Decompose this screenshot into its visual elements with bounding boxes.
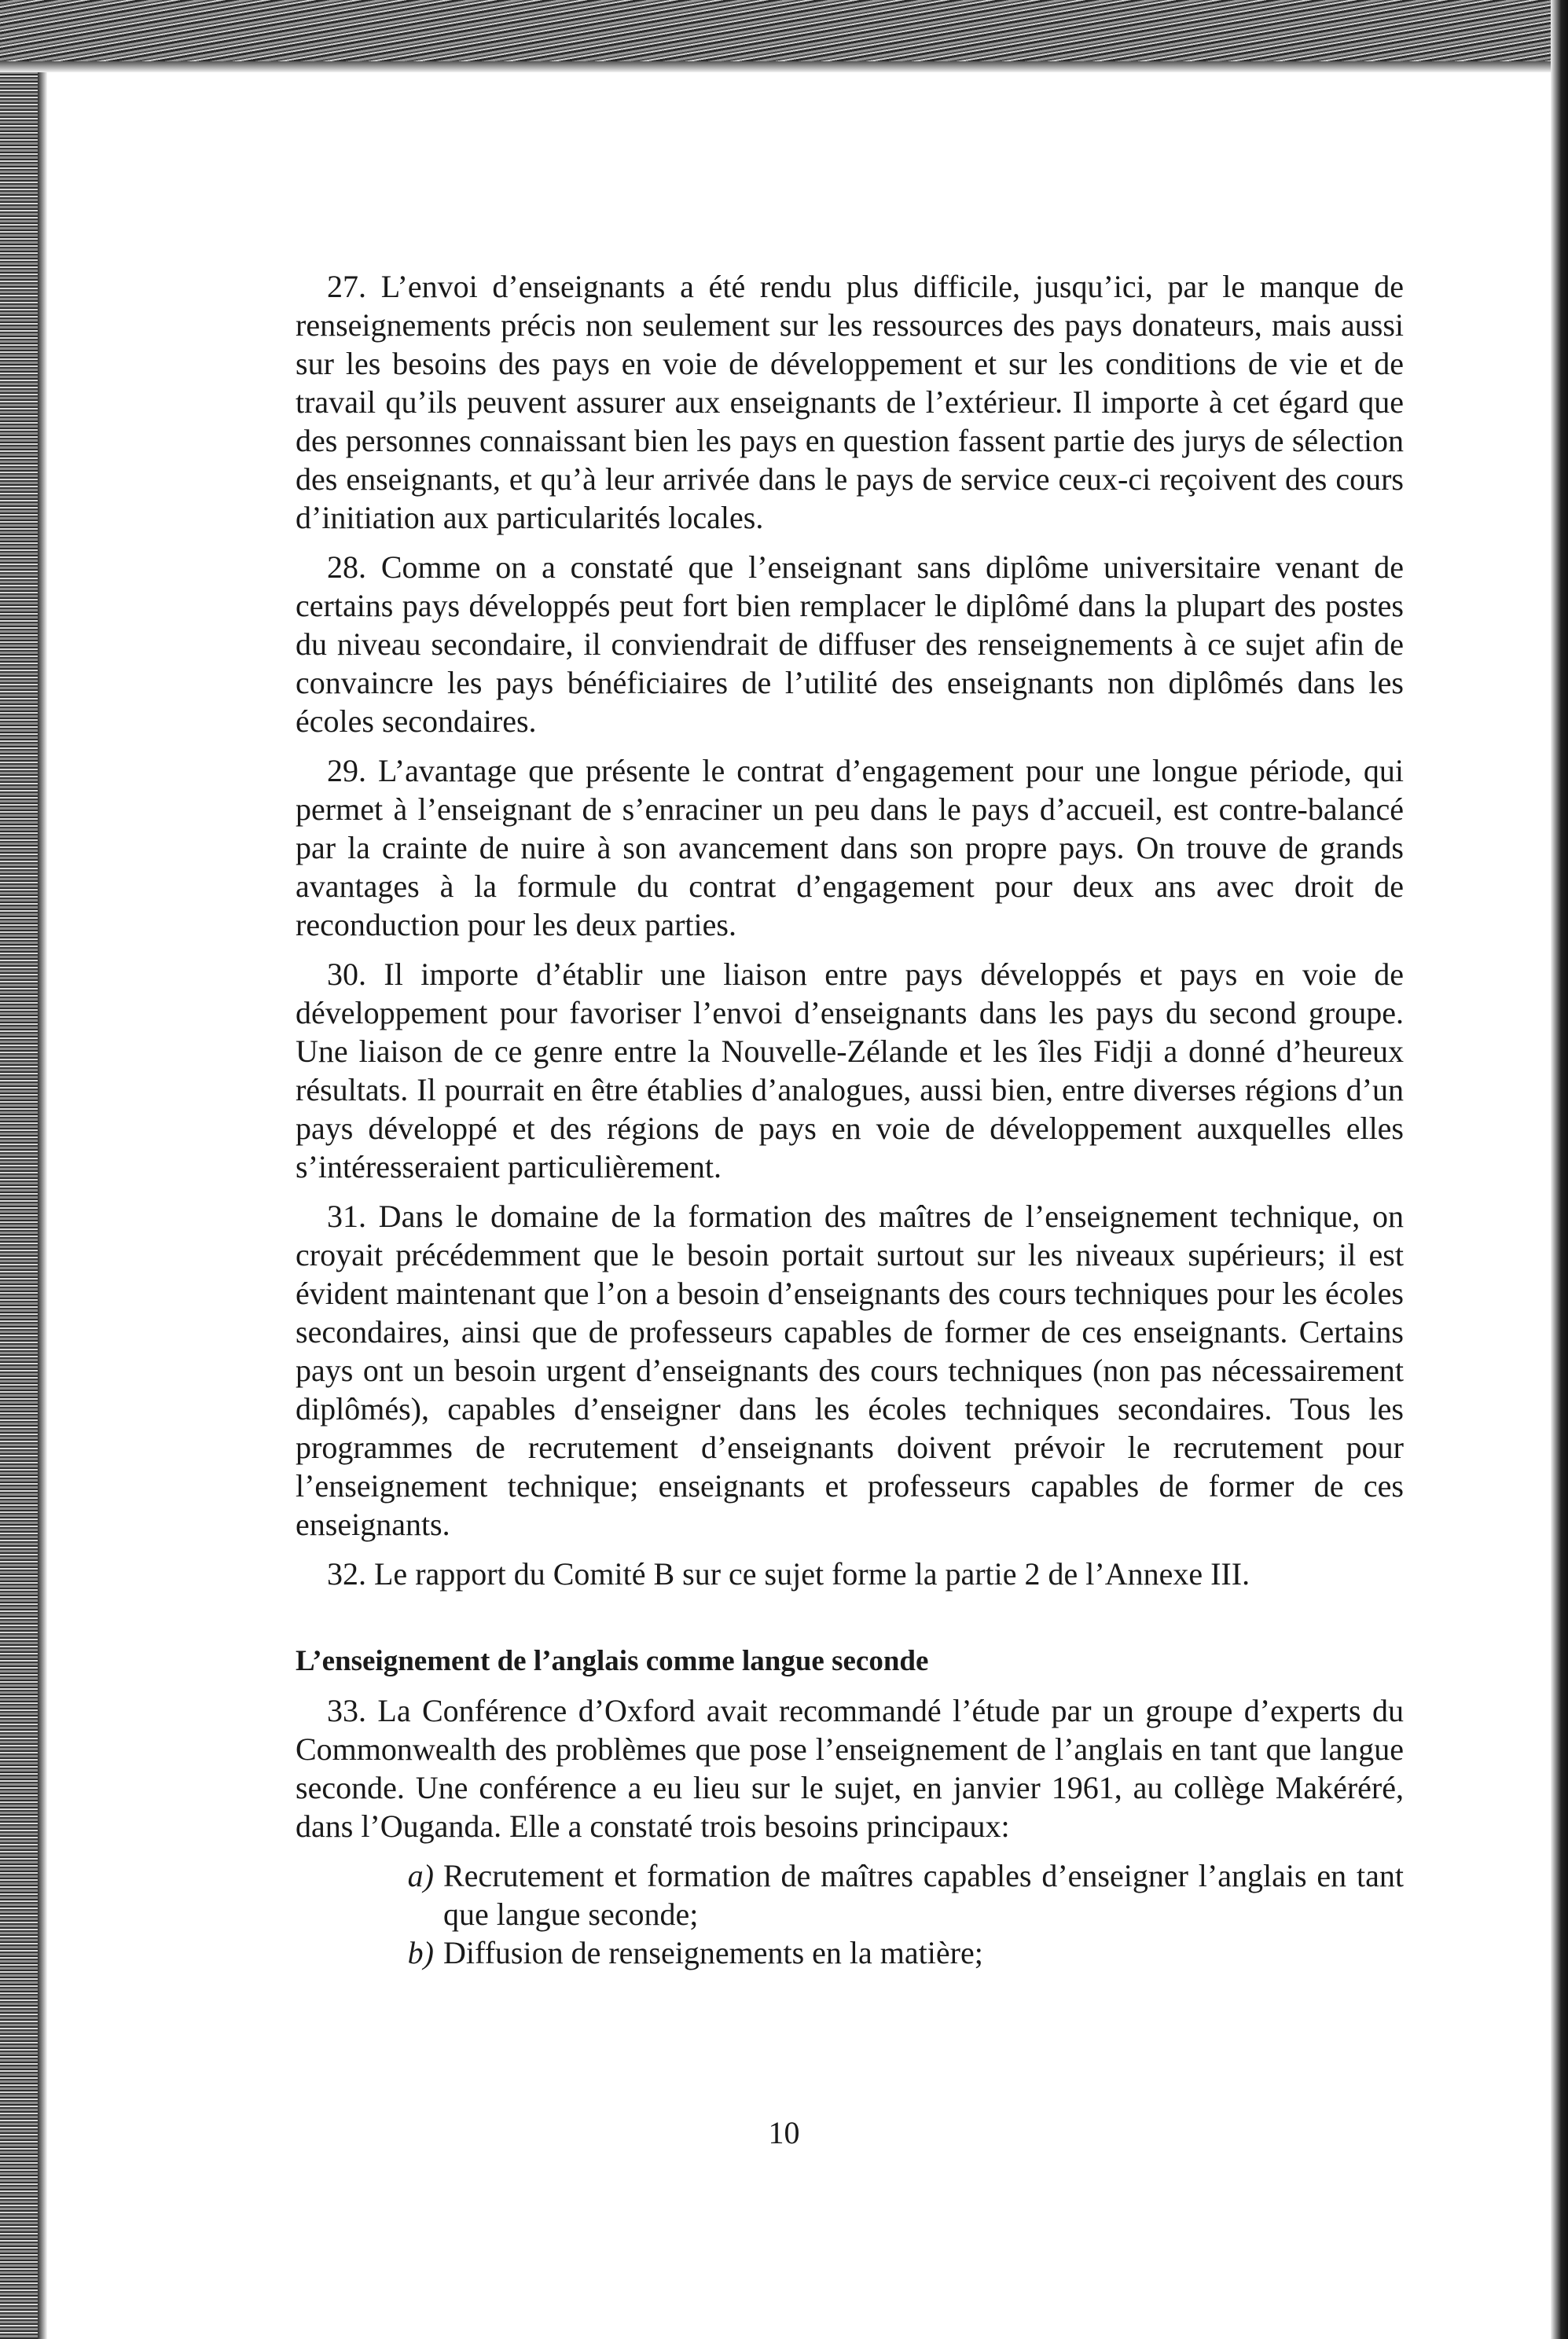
scan-border-top bbox=[0, 0, 1568, 72]
scan-border-left bbox=[0, 72, 47, 2339]
paragraph-29: 29. L’avantage que présente le contrat d’engagement pour une longue période, qui permet à l’enseignant de s’enraciner un peu dans le pays d’accueil, est contre-balancé par la crainte de nuire à son avancement dans son propre pays. On trouve de grands avantages à la formule du contrat d’engagement pour deux ans avec droit de reconduction pour les deux parties. bbox=[296, 753, 1404, 942]
page-number: 10 bbox=[768, 2115, 800, 2150]
list-item-text: Diffusion de renseignements en la matière; bbox=[443, 1935, 983, 1970]
list-item-b bbox=[390, 1933, 1404, 1972]
list-item-label: b) bbox=[407, 1935, 434, 1970]
paragraph-33: 33. La Conférence d’Oxford avait recommandé l’étude par un groupe d’experts du Commonwealth des problèmes que pose l’enseignement de l’anglais en tant que langue seconde. Une conférence a eu lieu sur le sujet, en janvier 1961, au collège Makéréré, dans l’Ouganda. Elle a constaté trois besoins principaux: bbox=[296, 1693, 1404, 1844]
scan-border-right bbox=[1551, 0, 1568, 2339]
section-heading: L’enseignement de l’anglais comme langue seconde bbox=[296, 1645, 929, 1677]
paragraph-31: 31. Dans le domaine de la formation des maîtres de l’enseignement technique, on croyait précédemment que le besoin portait surtout sur les niveaux supérieurs; il est évident maintenant que l’on a besoin d’enseignants des cours techniques pour les écoles secondaires, ainsi que de professeurs capables de former de ces enseignants. Certains pays ont un besoin urgent d’enseignants des cours techniques (non pas nécessairement diplômés), capables d’enseigner dans les écoles techniques secondaires. Tous les programmes de recrutement d’enseignants doivent prévoir le recrutement pour l’enseignement technique; enseignants et professeurs capables de former de ces enseignants. bbox=[296, 1199, 1404, 1542]
list-item-label: a) bbox=[407, 1858, 434, 1893]
paragraph-32: 32. Le rapport du Comité B sur ce sujet forme la partie 2 de l’Annexe III. bbox=[327, 1556, 1250, 1592]
paragraph-30: 30. Il importe d’établir une liaison entre pays développés et pays en voie de développement pour favoriser l’envoi d’enseignants dans les pays du second groupe. Une liaison de ce genre entre la Nouvelle-Zélande et les îles Fidji a donné d’heureux résultats. Il pourrait en être établies d’analogues, aussi bien, entre diverses régions d’un pays développé et des régions de pays en voie de développement auxquelles elles s’intéresseraient particulièrement. bbox=[296, 957, 1404, 1184]
list-item-a bbox=[390, 1856, 1404, 1933]
paragraph-27: 27. L’envoi d’enseignants a été rendu plus difficile, jusqu’ici, par le manque de renseignements précis non seulement sur les ressources des pays donateurs, mais aussi sur les besoins des pays en voie de développement et sur les conditions de vie et de travail qu’ils peuvent assurer aux enseignants de l’extérieur. Il importe à cet égard que des personnes connaissant bien les pays en question fassent partie des jurys de sélection des enseignants, et qu’à leur arrivée dans le pays de service ceux-ci reçoivent des cours d’initiation aux particularités locales. bbox=[296, 269, 1404, 535]
list-item-text: Recrutement et formation de maîtres capables d’enseigner l’anglais en tant que langue seconde; bbox=[443, 1858, 1404, 1932]
paragraph-28: 28. Comme on a constaté que l’enseignant sans diplôme universitaire venant de certains pays développés peut fort bien remplacer le diplômé dans la plupart des postes du niveau secondaire, il conviendrait de diffuser des renseignements à ce sujet afin de convaincre les pays bénéficiaires de l’utilité des enseignants non diplômés dans les écoles secondaires. bbox=[296, 549, 1404, 739]
page-body bbox=[296, 267, 1404, 1972]
